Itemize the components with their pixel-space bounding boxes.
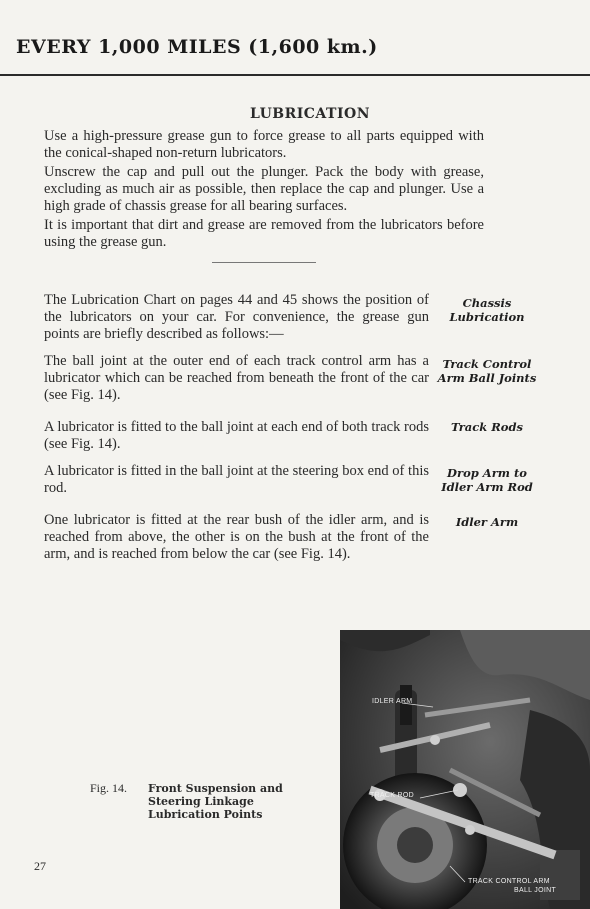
lubrication-paragraph: Unscrew the cap and pull out the plunger. Pack the body with grease, excluding as much air as possible, then replace the cap and plunger. Use a high grade of chassis grease for all bearing surfaces. [44,164,484,214]
page-title: EVERY 1,000 MILES (1,600 km.) [16,36,378,58]
lubrication-paragraph: It is important that dirt and grease are removed from the lubricators before using the grease gun. [44,217,484,250]
grease-point-label: Track Control Arm Ball Joints [437,357,537,385]
callout-idler-arm: IDLER ARM [372,698,413,705]
suspension-photo [340,630,590,909]
grease-point-label: Idler Arm [455,515,519,529]
figure-title: Front Suspension and Steering Linkage Lubrication Points [148,782,283,821]
grease-point-label: Drop Arm to Idler Arm Rod [441,466,533,494]
grease-point-text: The Lubrication Chart on pages 44 and 45 shows the position of the lubricators on your car. For convenience, the grease gun points are briefly described as follows:— [44,292,429,342]
callout-ball-joint: BALL JOINT [514,887,557,894]
suspension-photo-drawing [340,630,590,909]
section-divider [212,262,316,263]
callout-track-rod: TRACK ROD [370,792,414,799]
grease-point-text: A lubricator is fitted to the ball joint at each end of both track rods (see Fig. 14). [44,419,429,452]
grease-point-text: The ball joint at the outer end of each track control arm has a lubricator which can be reached from beneath the front of the car (see Fig. 14). [44,353,429,403]
grease-point-text: A lubricator is fitted in the ball joint at the steering box end of this rod. [44,463,429,496]
header-rule [0,74,590,76]
figure-number: Fig. 14. [90,781,128,795]
page-number: 27 [34,859,46,873]
section-heading: LUBRICATION [249,106,370,122]
grease-point-label: Track Rods [451,420,523,434]
lubrication-paragraph: Use a high-pressure grease gun to force grease to all parts equipped with the conical-shaped non-return lubricators. [44,128,484,161]
page-header [0,0,590,78]
grease-point-text: One lubricator is fitted at the rear bush of the idler arm, and is reached from above, the other is on the bush at the front of the arm, and is reached from below the car (see Fig. 14). [44,512,429,562]
callout-track-control-arm: TRACK CONTROL ARM [468,878,550,885]
grease-point-label: Chassis Lubrication [449,296,525,324]
